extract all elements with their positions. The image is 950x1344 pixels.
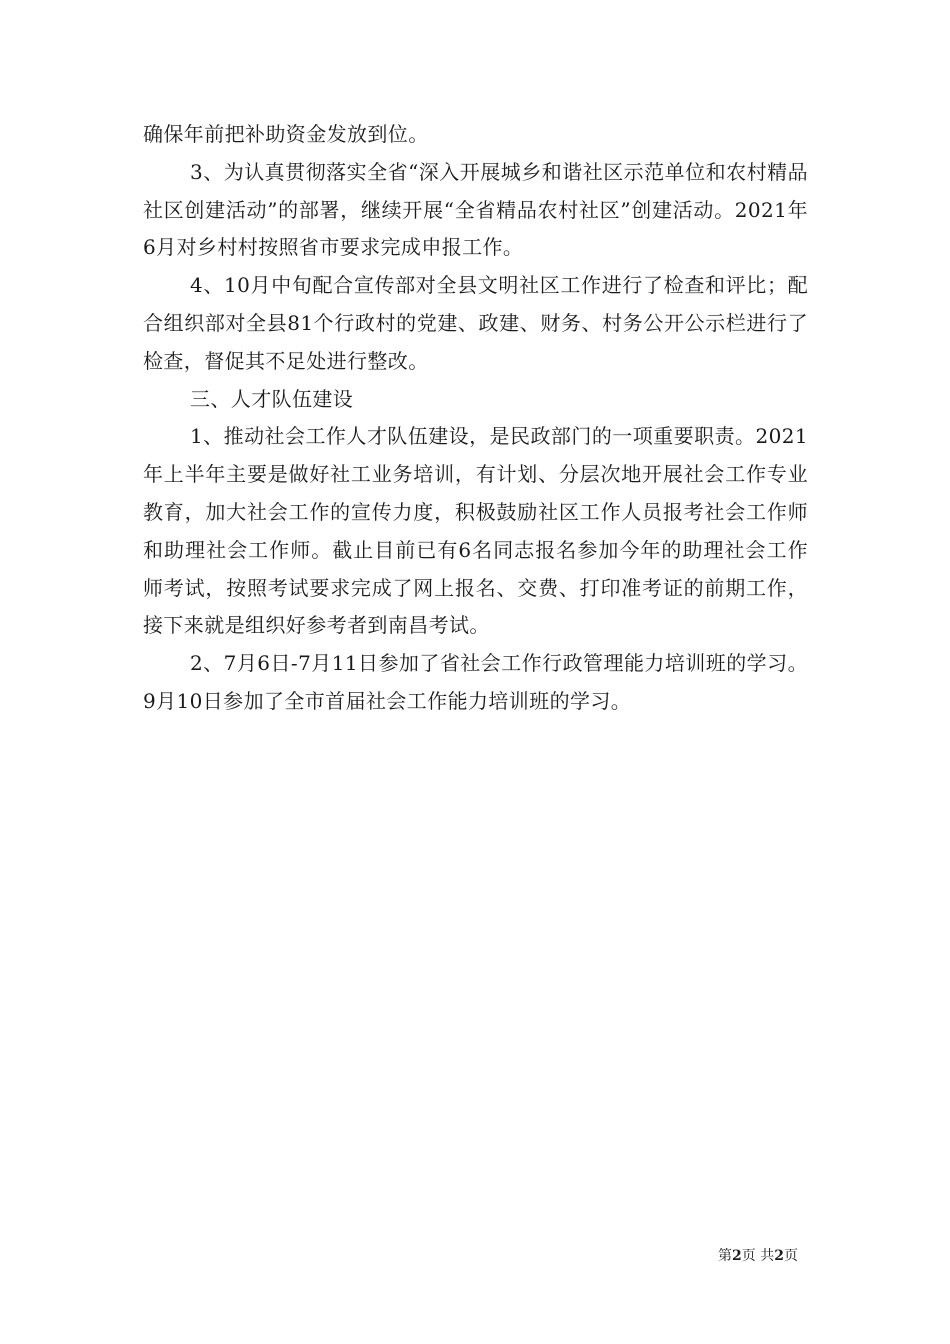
paragraph-4: 1、推动社会工作人才队伍建设，是民政部门的一项重要职责。2021年上半年主要是做好社工业务培训，有计划、分层次地开展社会工作专业教育，加大社会工作的宣传力度，积极鼓励社区工作人员报考社会工作师和助理社会工作师。截止目前已有6名同志报名参加今年的助理社会工作师考试，按照考试要求完成了网上报名、交费、打印准考证的前期工作，接下来就是组织好参考者到南昌考试。 (143, 424, 808, 638)
footer-prefix: 第 (718, 1248, 732, 1264)
footer-current-page: 2 (732, 1248, 742, 1264)
paragraph-3: 4、10月中旬配合宣传部对全县文明社区工作进行了检查和评比；配合组织部对全县81个行政村的党建、政建、财务、村务公开公示栏进行了检查，督促其不足处进行整改。 (143, 273, 808, 373)
page-footer (718, 1247, 798, 1265)
footer-middle: 页 共 (741, 1248, 775, 1264)
document-body (143, 116, 808, 721)
section-heading: 三、人才队伍建设 (190, 386, 354, 411)
paragraph-2: 3、为认真贯彻落实全省“深入开展城乡和谐社区示范单位和农村精品社区创建活动”的部署，继续开展“全省精品农村社区”创建活动。2021年6月对乡村村按照省市要求完成申报工作。 (143, 159, 808, 260)
footer-total-pages: 2 (774, 1248, 784, 1264)
paragraph-1: 确保年前把补助资金发放到位。 (143, 122, 429, 146)
footer-suffix: 页 (783, 1248, 798, 1264)
paragraph-5: 2、7月6日-7月11日参加了省社会工作行政管理能力培训班的学习。9月10日参加了全市首届社会工作能力培训班的学习。 (143, 651, 808, 713)
